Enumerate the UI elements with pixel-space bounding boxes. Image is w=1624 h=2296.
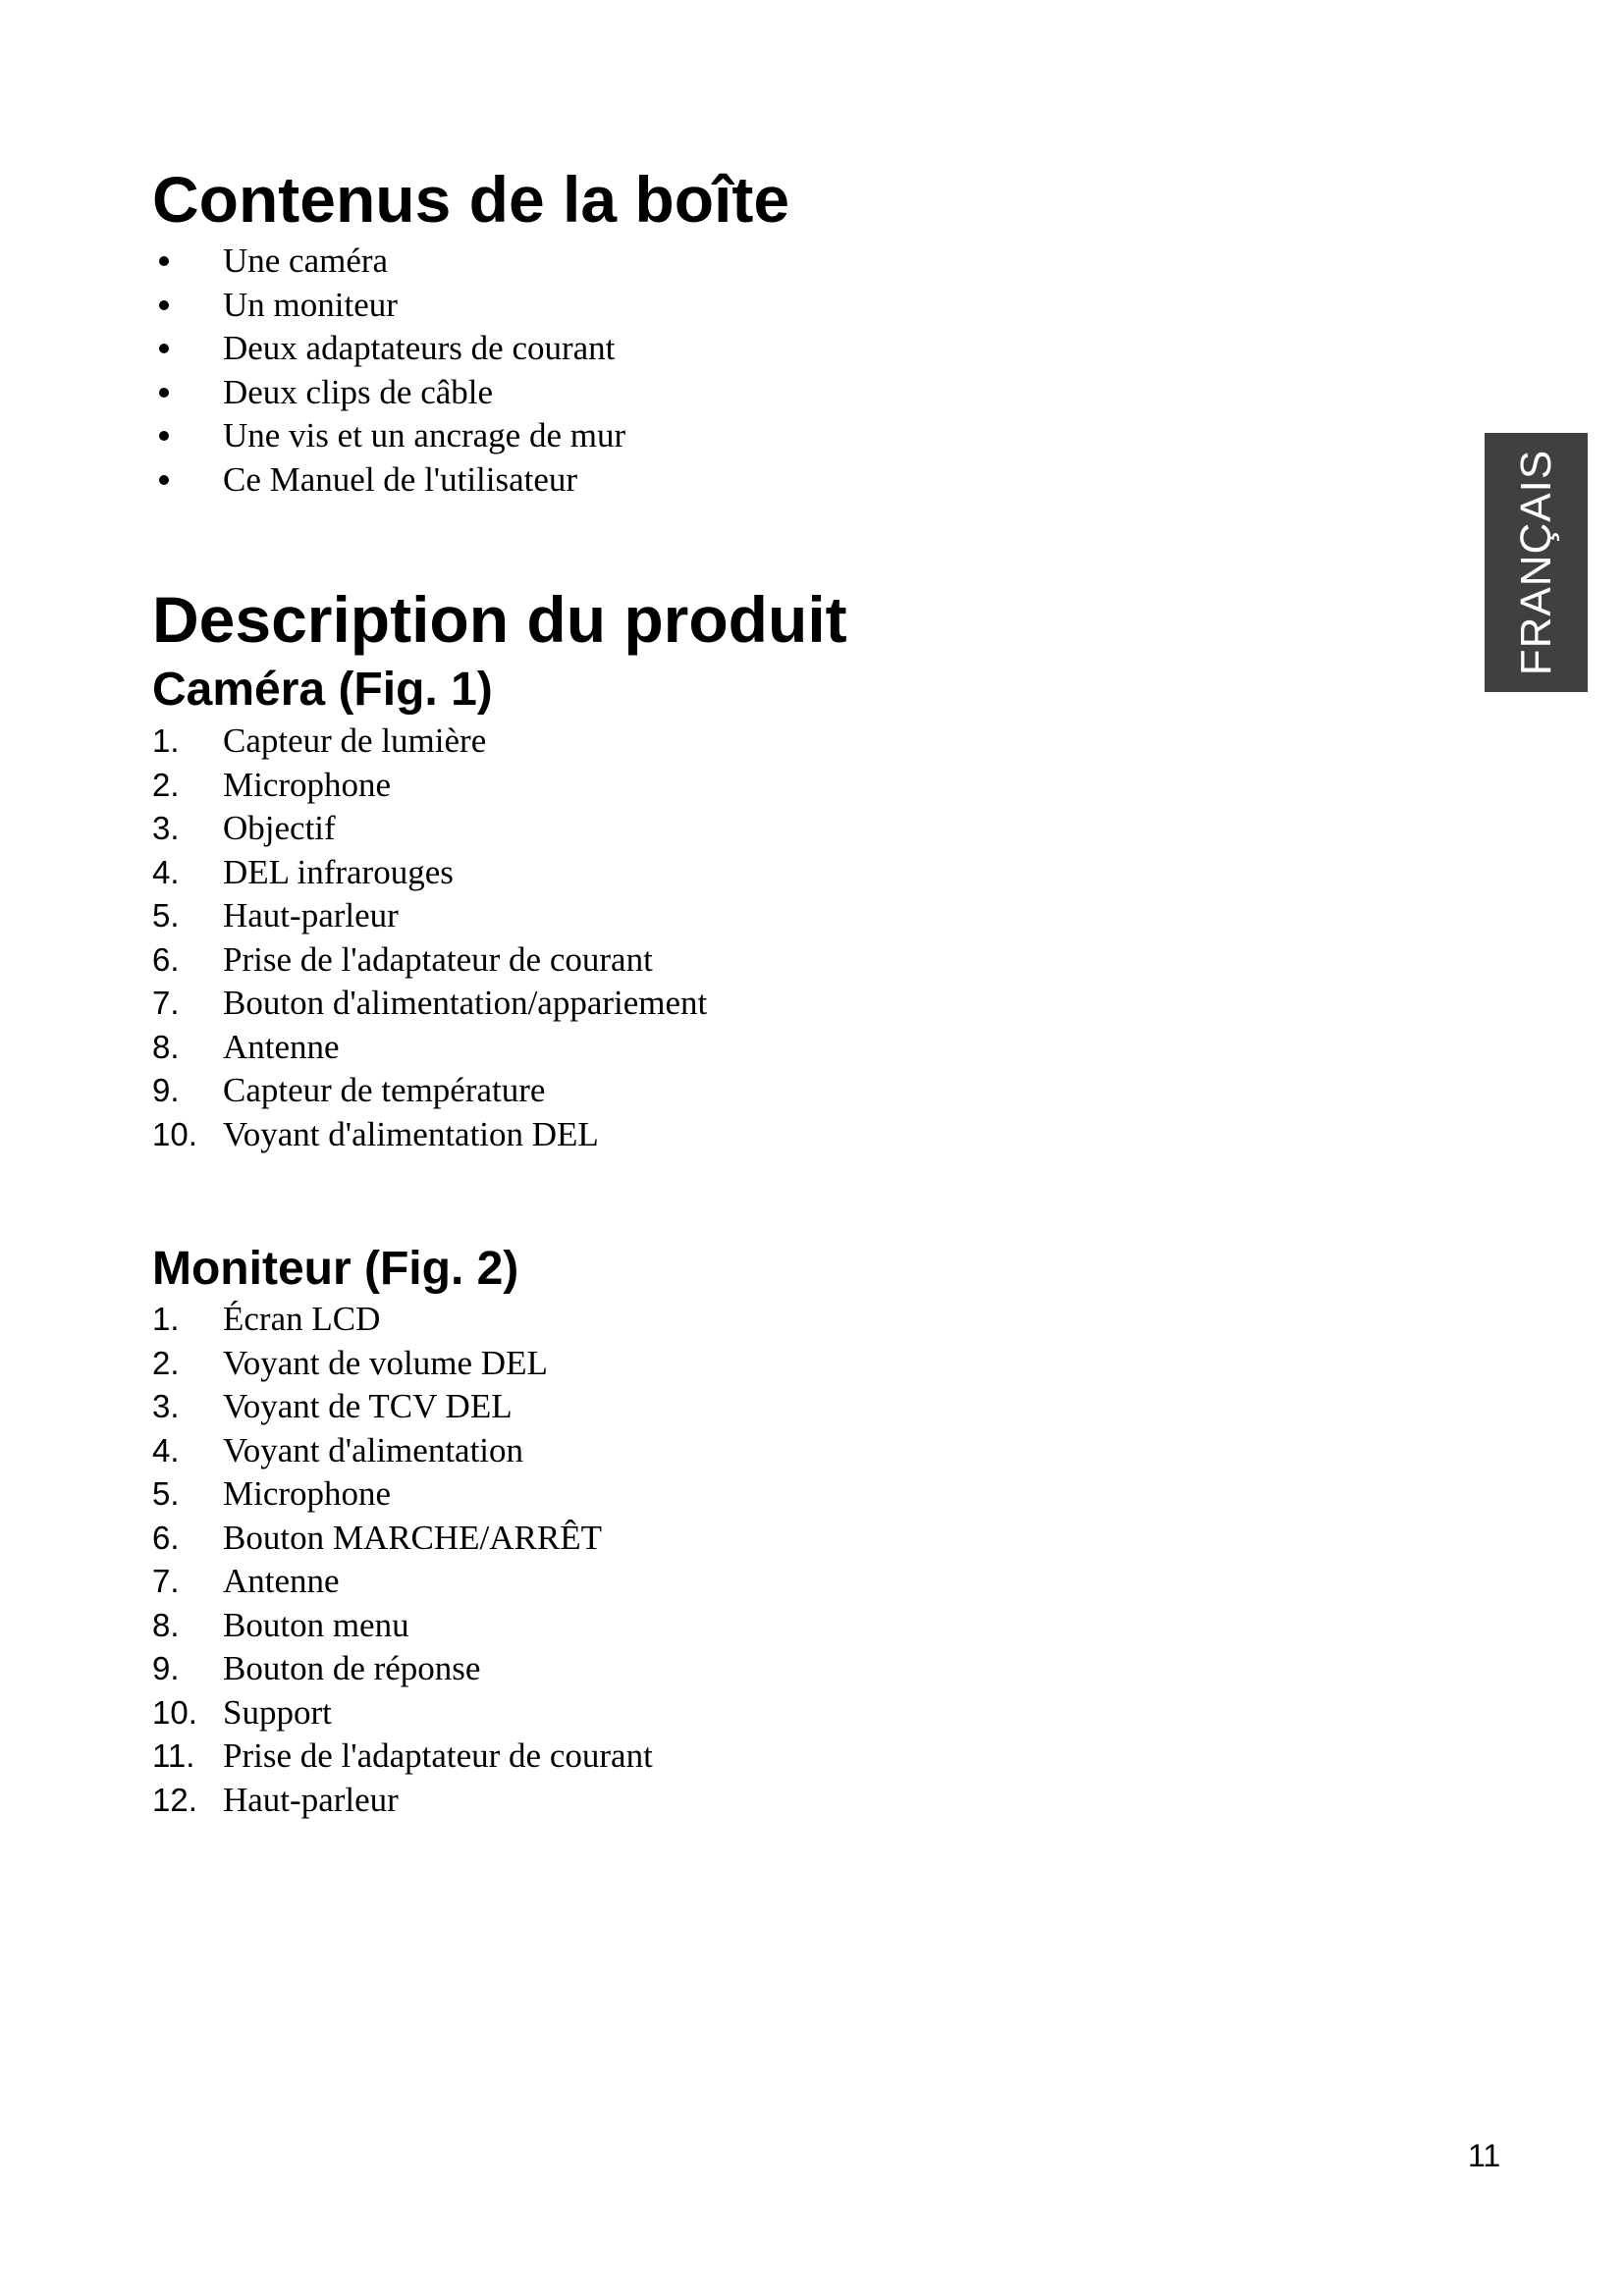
item-text: Capteur de lumière: [223, 721, 487, 760]
item-number: 9.: [152, 1650, 180, 1686]
item-number: 1.: [152, 1301, 180, 1337]
bullet-icon: [159, 388, 169, 398]
item-text: Prise de l'adaptateur de courant: [223, 939, 653, 979]
box-contents-title: Contenus de la boîte: [152, 163, 790, 236]
item-number: 11.: [152, 1737, 195, 1774]
item-text: Microphone: [223, 1474, 392, 1513]
item-number: 2.: [152, 1344, 180, 1381]
item-text: Haut-parleur: [223, 896, 399, 934]
item-number: 1.: [152, 722, 180, 759]
item-number: 5.: [152, 897, 180, 934]
item-text: Deux clips de câble: [223, 372, 494, 411]
monitor-heading: Moniteur (Fig. 2): [152, 1243, 519, 1295]
product-description-title: Description du produit: [152, 583, 847, 656]
item-number: 8.: [152, 1606, 180, 1643]
item-text: Deux adaptateurs de courant: [223, 329, 616, 367]
item-text: Voyant de TCV DEL: [223, 1387, 513, 1425]
item-number: 7.: [152, 985, 180, 1021]
item-text: DEL infrarouges: [223, 852, 454, 891]
page-number: 11: [1468, 2138, 1501, 2173]
language-tab: [1485, 433, 1588, 692]
item-text: Une caméra: [223, 241, 389, 280]
item-text: Antenne: [223, 1027, 340, 1066]
item-text: Bouton MARCHE/ARRÊT: [223, 1518, 603, 1557]
item-number: 5.: [152, 1475, 180, 1512]
item-text: Bouton de réponse: [223, 1649, 481, 1687]
item-number: 10.: [152, 1693, 197, 1731]
item-text: Voyant d'alimentation: [223, 1430, 524, 1469]
item-text: Bouton menu: [223, 1605, 409, 1644]
bullet-icon: [159, 431, 169, 441]
item-number: 4.: [152, 1431, 180, 1468]
item-number: 12.: [152, 1781, 197, 1818]
item-text: Ce Manuel de l'utilisateur: [223, 459, 578, 499]
item-text: Voyant de volume DEL: [223, 1343, 548, 1382]
camera-heading: Caméra (Fig. 1): [152, 664, 493, 716]
item-text: Prise de l'adaptateur de courant: [223, 1736, 653, 1775]
item-number: 8.: [152, 1028, 180, 1065]
bullet-icon: [159, 256, 169, 266]
item-text: Support: [223, 1692, 332, 1732]
language-tab-label: FRANÇAIS: [1511, 449, 1560, 676]
item-number: 3.: [152, 810, 180, 846]
item-text: Capteur de température: [223, 1071, 546, 1109]
item-number: 10.: [152, 1115, 197, 1152]
item-text: Objectif: [223, 809, 336, 847]
item-text: Une vis et un ancrage de mur: [223, 416, 626, 454]
item-text: Bouton d'alimentation/appariement: [223, 984, 708, 1022]
item-text: Un moniteur: [223, 285, 398, 324]
item-text: Antenne: [223, 1562, 340, 1600]
item-number: 2.: [152, 766, 180, 803]
bullet-icon: [159, 344, 169, 353]
item-number: 6.: [152, 940, 180, 978]
item-text: Microphone: [223, 765, 392, 804]
item-number: 4.: [152, 853, 180, 890]
bullet-icon: [159, 475, 169, 485]
item-number: 3.: [152, 1388, 180, 1424]
item-number: 9.: [152, 1072, 180, 1108]
item-text: Voyant d'alimentation DEL: [223, 1114, 599, 1153]
item-number: 7.: [152, 1563, 180, 1599]
item-number: 6.: [152, 1519, 180, 1556]
item-text: Haut-parleur: [223, 1780, 399, 1819]
item-text: Écran LCD: [223, 1300, 381, 1338]
bullet-icon: [159, 300, 169, 310]
